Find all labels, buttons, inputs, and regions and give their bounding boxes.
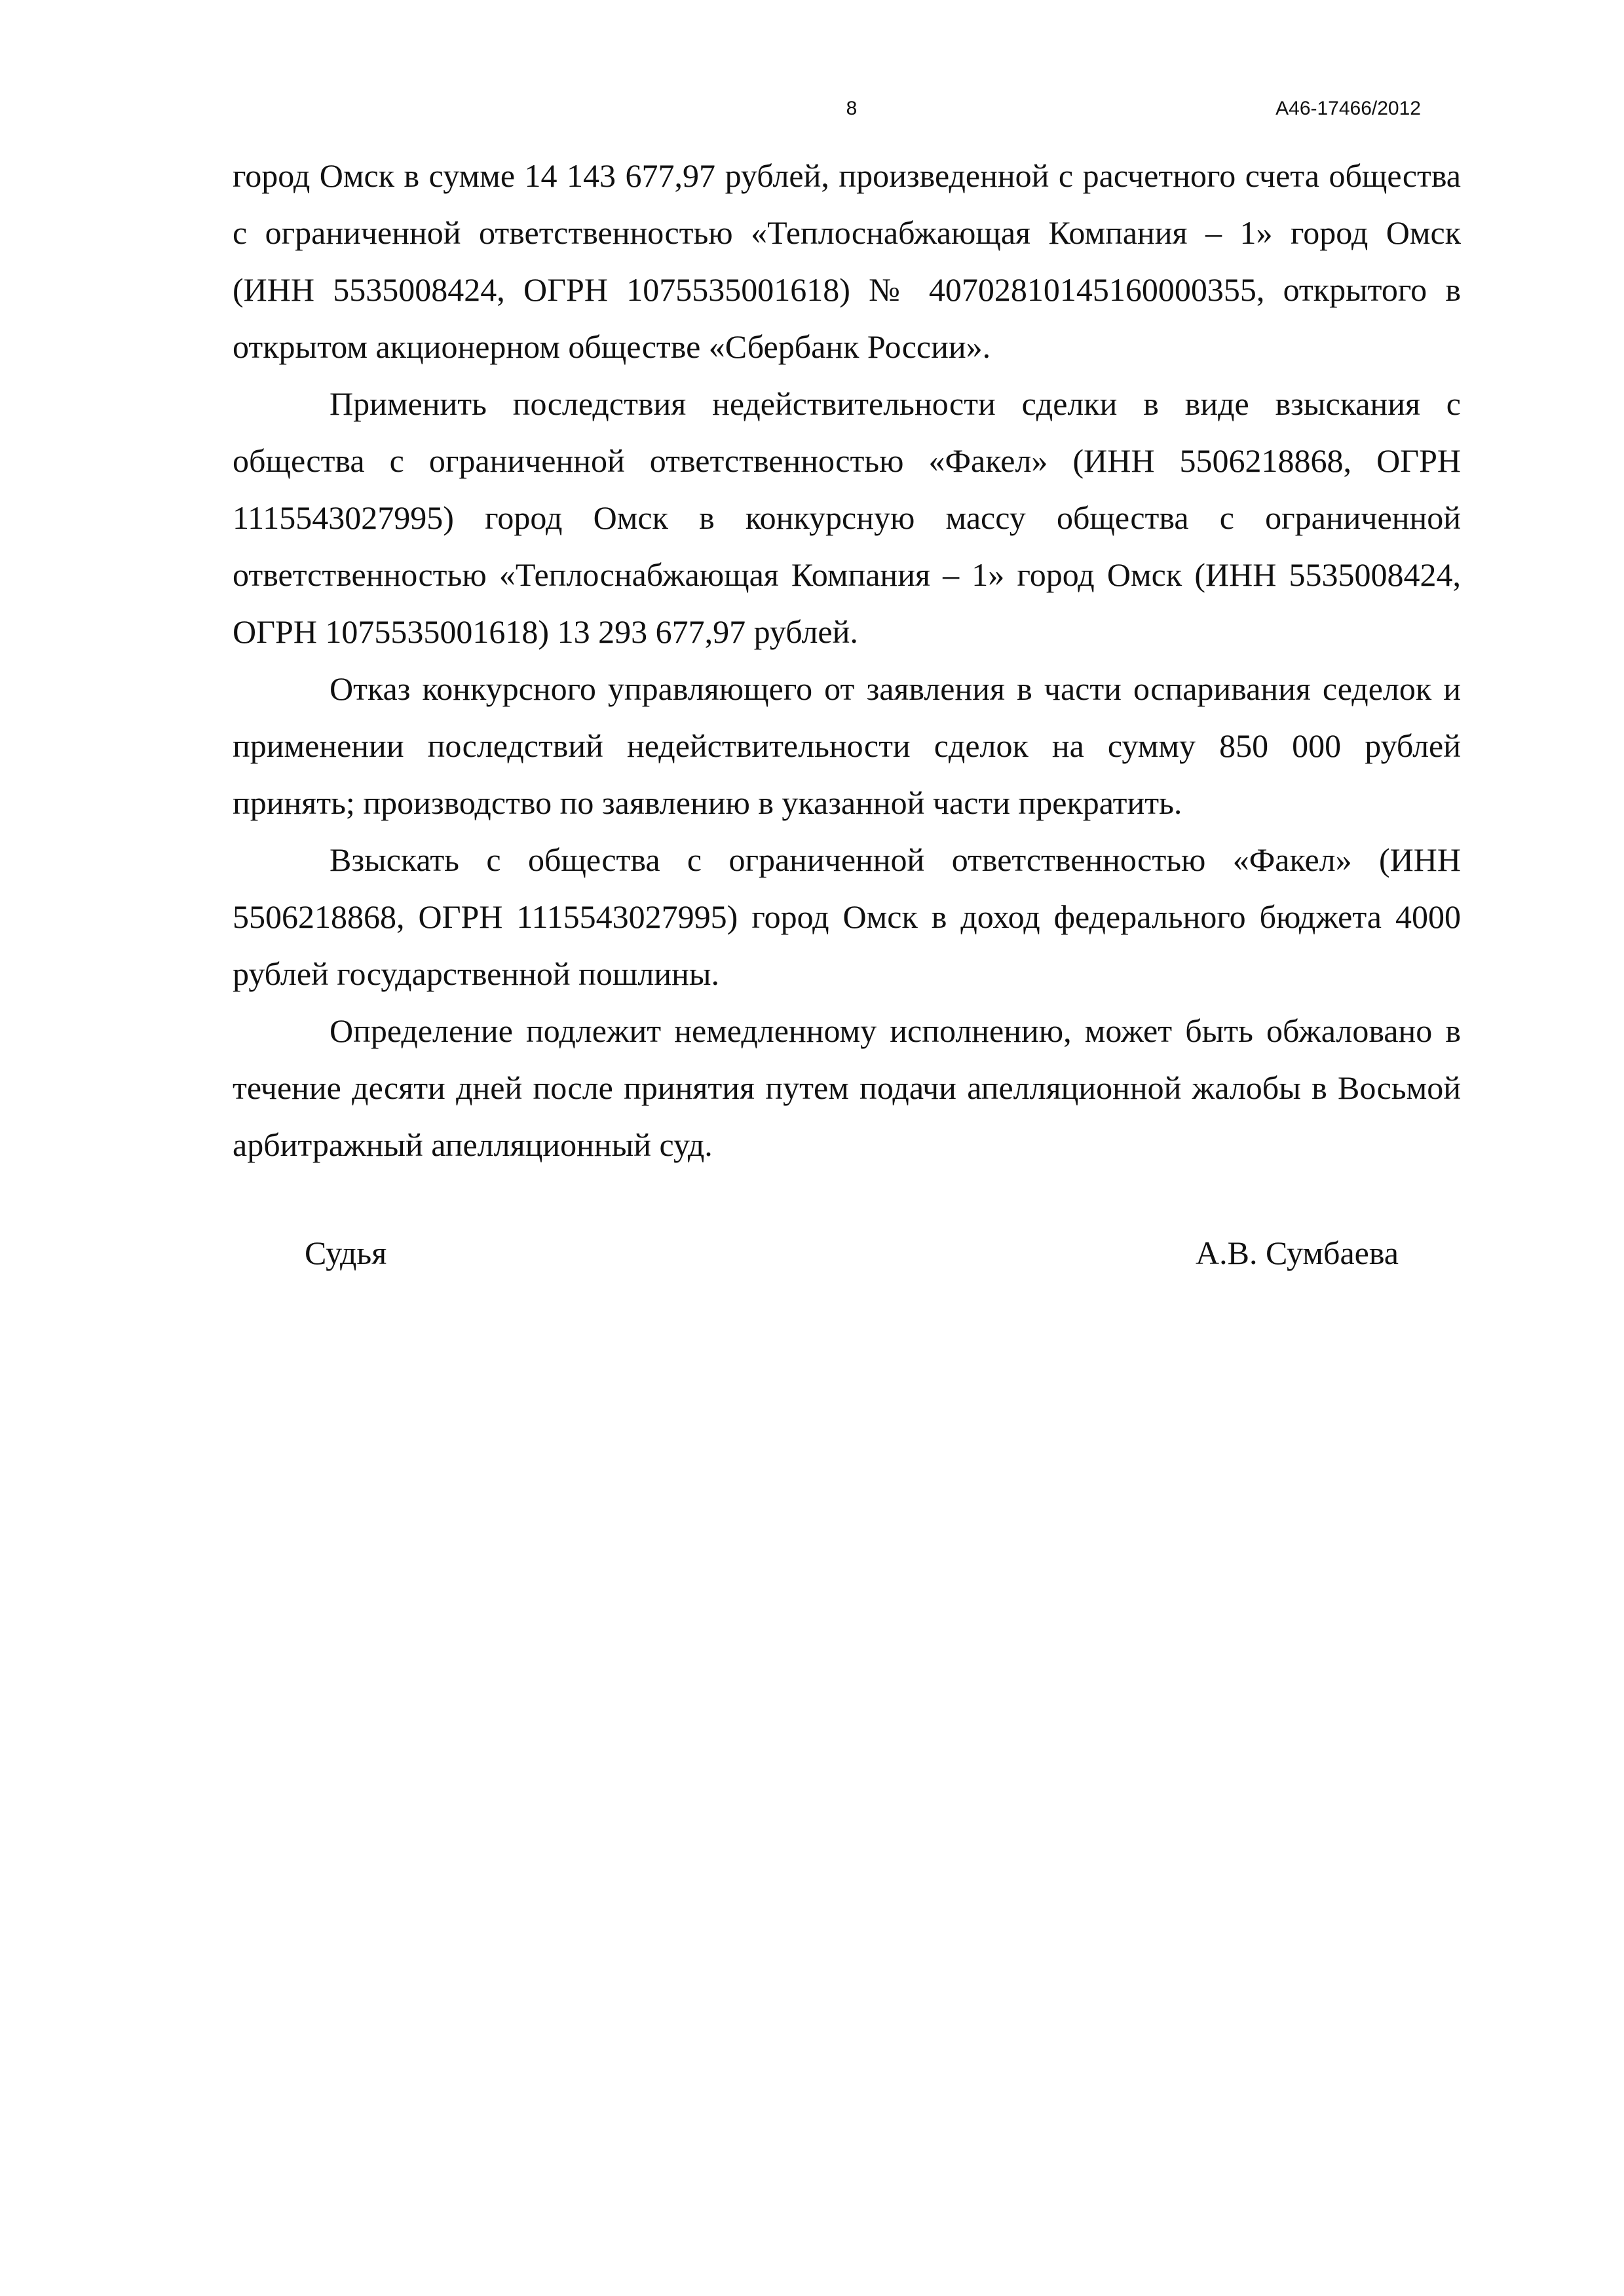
paragraph-consequences: Применить последствия недействительности сделки в виде взыскания с общества с ограниченной ответственностью «Факел» (ИНН 5506218868, ОГРН 1115543027995) город Омск в конкурсную массу общества с ограниченной ответственностью «Теплоснабжающая Компания – 1» город Омск (ИНН 5535008424, ОГРН 1075535001618) 13 293 677,97 рублей. [233, 385, 1461, 650]
case-number: А46-17466/2012 [1275, 98, 1421, 119]
signature-name: А.В. Сумбаева [1195, 1234, 1399, 1271]
signature-role: Судья [305, 1234, 387, 1271]
paragraph-appeal: Определение подлежит немедленному исполнению, может быть обжаловано в течение десяти дней после принятия путем подачи апелляционной жалобы в Восьмой арбитражный апелляционный суд. [233, 1012, 1461, 1163]
page-number: 8 [846, 98, 858, 119]
paragraph-continuation: город Омск в сумме 14 143 677,97 рублей, произведенной с расчетного счета общества с ограниченной ответственностью «Теплоснабжающая Компания – 1» город Омск (ИНН 5535008424, ОГРН 1075535001618) № 40702810145160000355, открытого в открытом акционерном обществе «Сбербанк России». [233, 157, 1461, 365]
signature-block [305, 1227, 1399, 1279]
paragraph-refusal: Отказ конкурсного управляющего от заявления в части оспаривания седелок и применении последствий недействительности сделок на сумму 850 000 рублей принять; производство по заявлению в указанной части прекратить. [233, 670, 1461, 821]
document-body [233, 147, 1461, 1174]
paragraph-state-fee: Взыскать с общества с ограниченной ответственностью «Факел» (ИНН 5506218868, ОГРН 1115543027995) город Омск в доход федерального бюджета 4000 рублей государственной пошлины. [233, 841, 1461, 992]
